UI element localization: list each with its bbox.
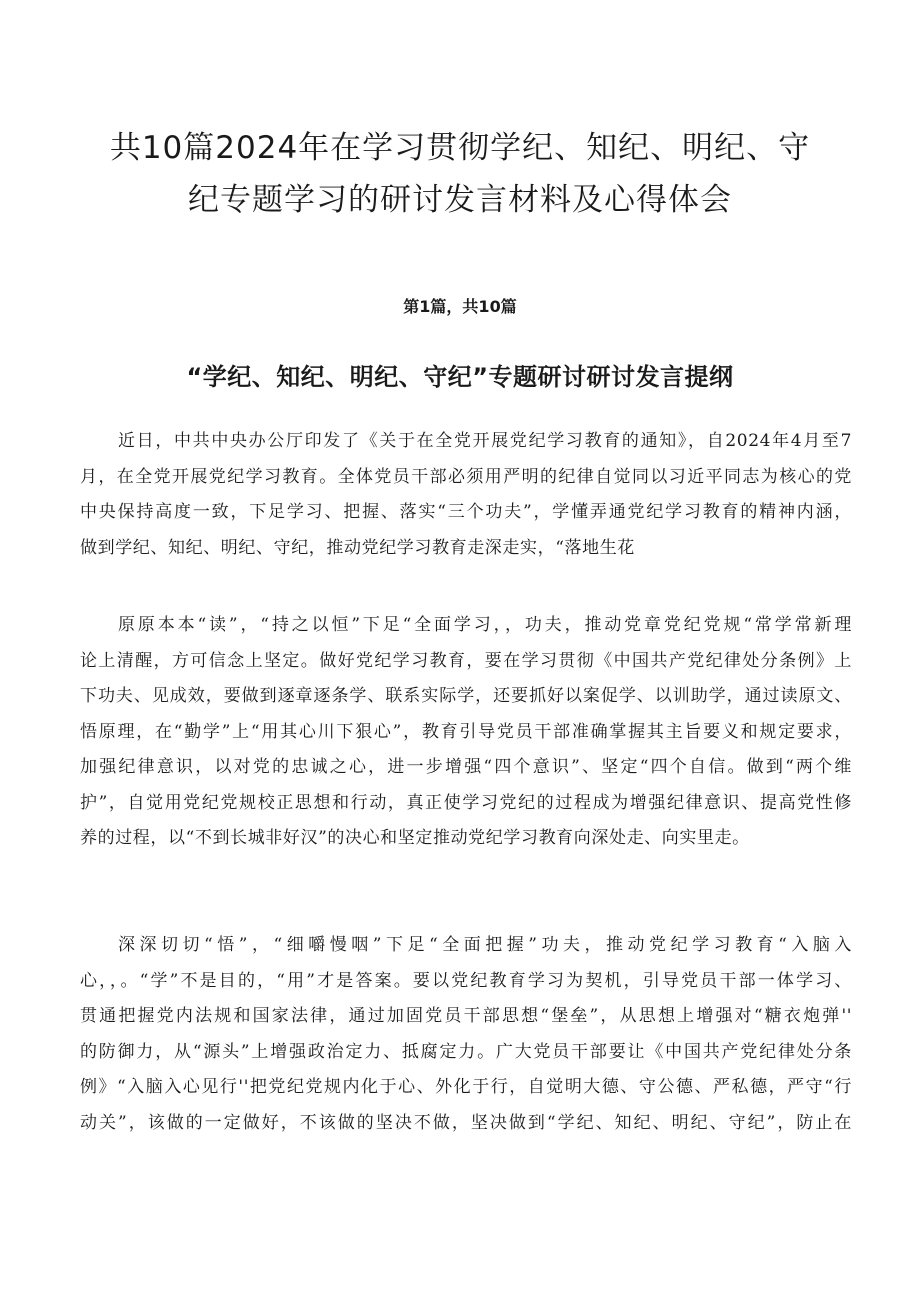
paragraph-line: 月，在全党开展党纪学习教育。全体党员干部必须用严明的纪律自觉同以习近平同志为核心的党 <box>80 466 852 487</box>
section-heading: “学纪、知纪、明纪、守纪”专题研讨研讨发言提纲 <box>186 363 734 391</box>
paragraph-line: 下功夫、见成效，要做到逐章逐条学、联系实际学，还要抓好以案促学、以训助学，通过读原文、 <box>80 686 852 706</box>
paragraph-line: 护”，自觉用党纪党规校正思想和行动，真正使学习党纪的过程成为增强纪律意识、提高党性修 <box>80 792 852 813</box>
part-label: 第1篇，共10篇 <box>403 297 517 316</box>
paragraph-line: 动关”，该做的一定做好，不该做的坚决不做，坚决做到“学纪、知纪、明纪、守纪”，防止在 <box>80 1112 852 1133</box>
paragraph-line: 近日，中共中央办公厅印发了《关于在全党开展党纪学习教育的通知》，自2024年4月至7 <box>118 431 852 451</box>
paragraph-line: 中央保持高度一致，下足学习、把握、落实“三个功夫”，学懂弄通党纪学习教育的精神内涵， <box>80 502 852 522</box>
paragraph-line: 贯通把握党内法规和国家法律，通过加固党员干部思想“堡垒”，从思想上增强对“糖衣炮弹'' <box>80 1006 852 1026</box>
paragraph-line: 悟原理，在“勤学”上“用其心川下狠心”，教育引导党员干部准确掌握其主旨要义和规定要求， <box>80 721 852 742</box>
title-line-1: 共10篇2024年在学习贯彻学纪、知纪、明纪、守 <box>109 130 811 166</box>
title-line-2: 纪专题学习的研讨发言材料及心得体会 <box>188 182 732 218</box>
paragraph-line: 的防御力，从“源头”上增强政治定力、抵腐定力。广大党员干部要让《中国共产党纪律处分条 <box>80 1041 852 1062</box>
paragraph-line: 例》“入脑入心见行''把党纪党规内化于心、外化于行，自觉明大德、守公德、严私德，严守“行 <box>80 1077 852 1097</box>
paragraph-line: 论上清醒，方可信念上坚定。做好党纪学习教育，要在学习贯彻《中国共产党纪律处分条例》上 <box>80 650 852 671</box>
paragraph-1 <box>80 424 852 566</box>
paragraph-3 <box>80 928 852 1141</box>
paragraph-line: 原原本本“读”，“持之以恒”下足“全面学习，，功夫，推动党章党纪党规“常学常新理 <box>118 615 852 635</box>
paragraph-line: 养的过程，以“不到长城非好汉”的决心和坚定推动党纪学习教育向深处走、向实里走。 <box>80 828 750 848</box>
paragraph-2 <box>80 608 852 857</box>
paragraph-line: 做到学纪、知纪、明纪、守纪，推动党纪学习教育走深走实，“落地生花 <box>80 537 635 558</box>
paragraph-line: 心，，。“学”不是目的，“用”才是答案。要以党纪教育学习为契机，引导党员干部一体学习、 <box>80 970 852 991</box>
paragraph-line: 深深切切“悟”，“细嚼慢咽”下足“全面把握”功夫，推动党纪学习教育“入脑入 <box>118 935 852 955</box>
paragraph-line: 加强纪律意识，以对党的忠诚之心，进一步增强“四个意识”、坚定“四个自信。做到“两个维 <box>80 757 852 777</box>
document-title <box>80 122 840 226</box>
